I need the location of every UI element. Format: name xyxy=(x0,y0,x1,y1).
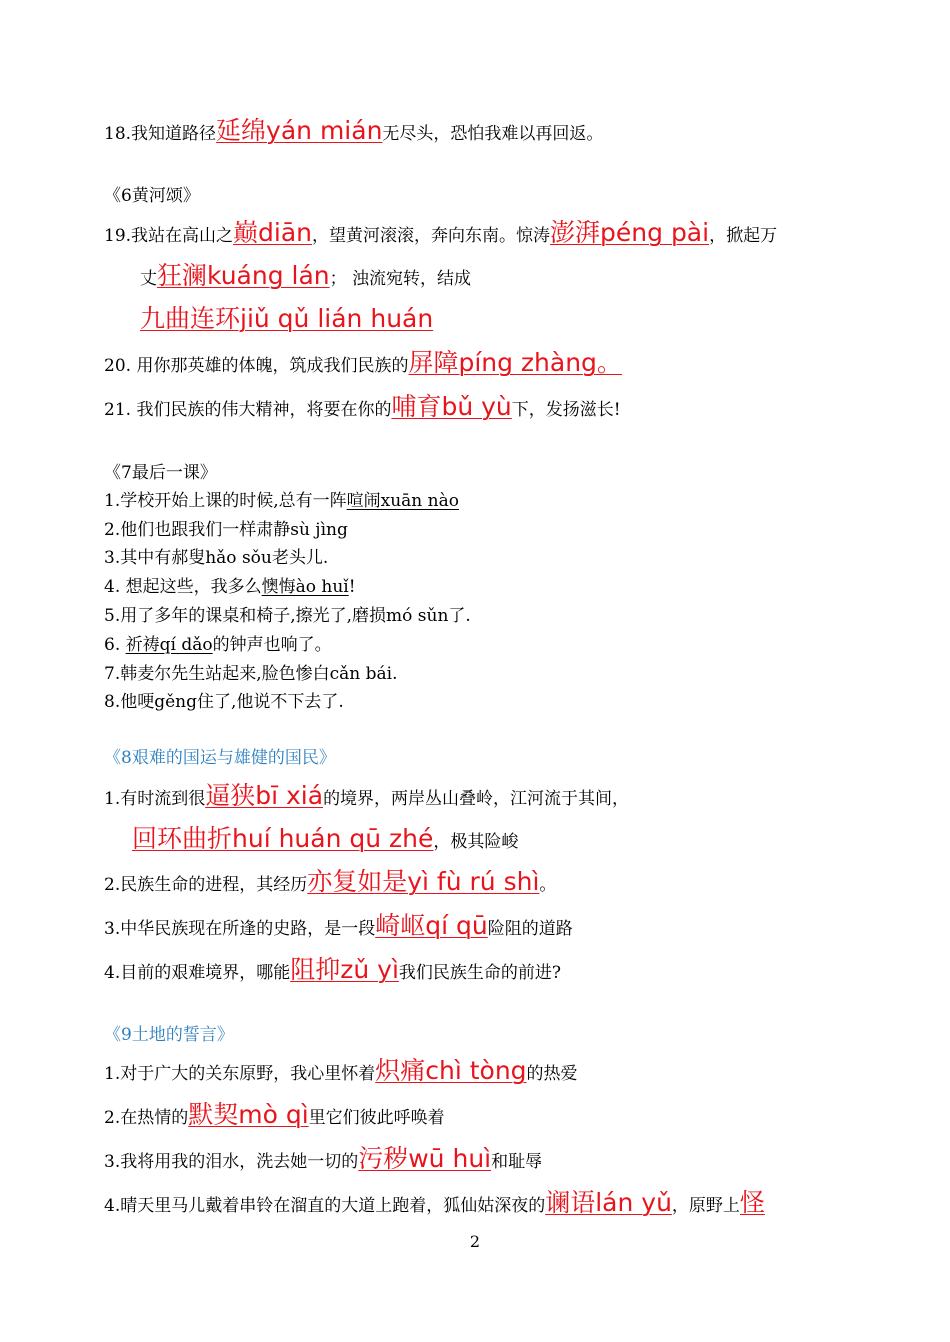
vocab-lanyu: 谰语lán yǔ xyxy=(545,1188,672,1217)
line-19c xyxy=(140,305,433,336)
line-9-4: 4.晴天里马儿戴着串铃在溜直的大道上跑着，狐仙姑深夜的谰语lán yǔ，原野上怪 xyxy=(104,1188,765,1217)
vocab-dian: 巅diān xyxy=(233,218,313,247)
vocab-huihuanquzhe: 回环曲折huí huán qū zhé xyxy=(132,824,434,853)
vocab-buyu: 哺育bǔ yù xyxy=(391,392,512,421)
vocab-chitong: 炽痛chì tòng xyxy=(375,1056,527,1085)
vocab-pingzhang: 屏障píng zhàng。 xyxy=(408,348,622,377)
line-8-1a: 1.有时流到很逼狭bī xiá的境界，两岸丛山叠岭，江河流于其间， xyxy=(104,781,630,810)
vocab-bixia: 逼狭bī xiá xyxy=(205,781,324,810)
line-8-4: 4.目前的艰难境界，哪能阻抑zǔ yì我们民族生命的前进? xyxy=(104,955,562,984)
line-7-6: 6. 祈祷qí dǎo的钟声也响了。 xyxy=(104,635,332,655)
line-9-1: 1.对于广大的关东原野，我心里怀着炽痛chì tòng的热爱 xyxy=(104,1056,578,1085)
line-18: 18.我知道路径延绵yán mián无尽头，恐怕我难以再回返。 xyxy=(104,116,604,145)
heading-lesson-7: 《7最后一课》 xyxy=(104,463,217,483)
vocab-wuhui: 污秽wū huì xyxy=(358,1144,492,1173)
line-20: 20. 用你那英雄的体魄，筑成我们民族的屏障píng zhàng。 xyxy=(104,348,622,377)
line-21: 21. 我们民族的伟大精神，将要在你的哺育bǔ yù下，发扬滋长! xyxy=(104,392,621,421)
vocab-yifurushi: 亦复如是yì fù rú shì xyxy=(307,867,540,896)
line-7-8: 8.他哽gěng住了,他说不下去了. xyxy=(104,692,344,712)
vocab-kuanglan: 狂澜kuáng lán xyxy=(157,261,330,290)
vocab-guai: 怪 xyxy=(739,1188,765,1217)
page-number: 2 xyxy=(469,1232,481,1251)
heading-lesson-8: 《8艰难的国运与雄健的国民》 xyxy=(104,748,336,768)
line-9-3: 3.我将用我的泪水，洗去她一切的污秽wū huì和耻辱 xyxy=(104,1144,543,1173)
line-7-5: 5.用了多年的课桌和椅子,擦光了,磨损mó sǔn了. xyxy=(104,606,471,626)
vocab-qiqu: 崎岖qí qū xyxy=(375,911,488,940)
line-8-2: 2.民族生命的进程，其经历亦复如是yì fù rú shì。 xyxy=(104,867,557,896)
line-19a: 19.我站在高山之巅diān，望黄河滚滚，奔向东南。惊涛澎湃péng pài，掀起万 xyxy=(104,218,778,247)
line-7-7: 7.韩麦尔先生站起来,脸色惨白cǎn bái. xyxy=(104,664,398,684)
line-8-1b: 回环曲折huí huán qū zhé，极其险峻 xyxy=(132,824,519,853)
vocab-moqi: 默契mò qì xyxy=(188,1100,309,1129)
line-19b: 丈狂澜kuáng lán； 浊流宛转，结成 xyxy=(140,261,472,290)
vocab-jiuqulianhuan: 九曲连环jiǔ qǔ lián huán xyxy=(140,304,434,333)
heading-lesson-9: 《9土地的誓言》 xyxy=(104,1025,234,1045)
line-9-2: 2.在热情的默契mò qì里它们彼此呼唤着 xyxy=(104,1100,445,1129)
vocab-pengpai: 澎湃péng pài xyxy=(550,218,710,247)
line-7-3: 3.其中有郝叟hǎo sǒu老头儿. xyxy=(104,548,329,568)
line-7-2: 2.他们也跟我们一样肃静sù jìng xyxy=(104,520,348,540)
heading-lesson-6: 《6黄河颂》 xyxy=(104,186,200,206)
line-7-4: 4. 想起这些，我多么懊悔ào huǐ! xyxy=(104,577,356,597)
vocab-yanmian: 延绵yán mián xyxy=(216,116,383,145)
line-8-3: 3.中华民族现在所逢的史路，是一段崎岖qí qū险阻的道路 xyxy=(104,911,573,940)
vocab-zuyi: 阻抑zǔ yì xyxy=(290,955,399,984)
line-7-1: 1.学校开始上课的时候,总有一阵喧闹xuān nào xyxy=(104,491,459,511)
